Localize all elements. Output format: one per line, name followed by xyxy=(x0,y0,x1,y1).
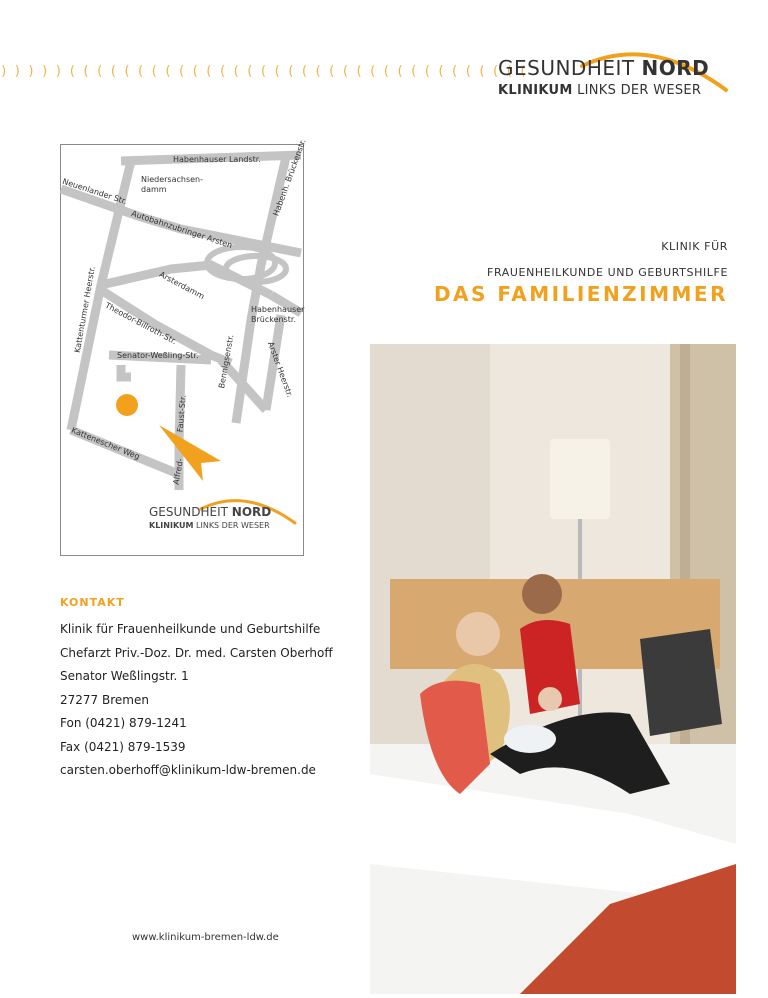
logo-links-der-weser: LINKS DER WESER xyxy=(572,83,702,98)
kontakt-heading: KONTAKT xyxy=(60,596,125,609)
street-habenh-brueckenstr: Habenh. Brückenstr. xyxy=(271,137,308,218)
hospital-marker-icon xyxy=(116,394,138,416)
street-senator-wessling-str: Senator-Weßling-Str. xyxy=(117,351,199,360)
department-heading xyxy=(487,234,728,286)
street-habenhauser-brueckenstr-2: Brückenstr. xyxy=(251,315,296,324)
kontakt-line: Chefarzt Priv.-Doz. Dr. med. Carsten Oberhoff xyxy=(60,645,333,660)
logo-gesundheit: GESUNDHEIT xyxy=(498,56,642,80)
department-line-2: FRAUENHEILKUNDE UND GEBURTSHILFE xyxy=(487,266,728,279)
map-logo xyxy=(149,505,271,530)
map-logo-klinikum: KLINIKUM xyxy=(149,521,194,530)
map-logo-links: LINKS DER WESER xyxy=(193,521,270,530)
location-map xyxy=(60,137,308,556)
page-title: DAS FAMILIENZIMMER xyxy=(433,282,728,306)
street-habenhauser-brueckenstr-1: Habenhauser xyxy=(251,305,305,314)
kontakt-line: 27277 Bremen xyxy=(60,692,149,707)
street-faust-str: Faust-Str. xyxy=(175,394,188,433)
street-neuenlander-str: Neuenlander Str. xyxy=(61,176,129,207)
street-habenhauser-landstr: Habenhauser Landstr. xyxy=(173,155,261,164)
brand-logo xyxy=(498,56,709,98)
kontakt-line: Klinik für Frauenheilkunde und Geburtshilfe xyxy=(60,622,321,636)
street-niedersachsendamm-2: damm xyxy=(141,185,167,194)
map-logo-nord: NORD xyxy=(231,505,272,519)
logo-klinikum: KLINIKUM xyxy=(498,83,573,98)
kontakt-phone: Fon (0421) 879-1241 xyxy=(60,716,187,730)
street-niedersachsendamm-1: Niedersachsen- xyxy=(141,175,204,184)
kontakt-block xyxy=(60,618,333,783)
department-line-1: KLINIK FÜR xyxy=(661,240,728,253)
street-alfred: Alfred- xyxy=(171,457,185,486)
street-theodor-billroth-str: Theodor-Billroth-Str. xyxy=(103,300,179,347)
kontakt-line: Senator Weßlingstr. 1 xyxy=(60,669,189,683)
street-kattenescher-weg: Kattenescher Weg xyxy=(69,425,142,462)
street-arsterdamm: Arsterdamm xyxy=(157,269,206,302)
website-link[interactable]: www.klinikum-bremen-ldw.de xyxy=(132,932,279,943)
kontakt-email[interactable]: carsten.oberhoff@klinikum-ldw-bremen.de xyxy=(60,763,316,777)
street-autobahnzubringer: Autobahnzubringer Arsten xyxy=(130,208,234,251)
kontakt-fax: Fax (0421) 879-1539 xyxy=(60,739,186,754)
street-kattenturmer-heerstr: Kattenturmer Heerstr. xyxy=(72,265,97,354)
street-arster-heerstr: Arster Heerstr. xyxy=(265,340,295,399)
family-photo-illustration xyxy=(370,344,736,994)
family-room-photo xyxy=(370,344,736,994)
map-logo-gesundheit: GESUNDHEIT xyxy=(149,505,232,519)
street-bennigsenstr: Bennigsenstr. xyxy=(217,333,236,390)
logo-nord: NORD xyxy=(641,56,710,80)
decorative-parentheses: ) ) ) ) ) ( ( ( ( ( ( ( ( ( ( ( ( ( ( ( ( ( ( ( ( ( ( ( ( ( ( ( ( ( ( ( ( ( ( xyxy=(0,64,526,79)
